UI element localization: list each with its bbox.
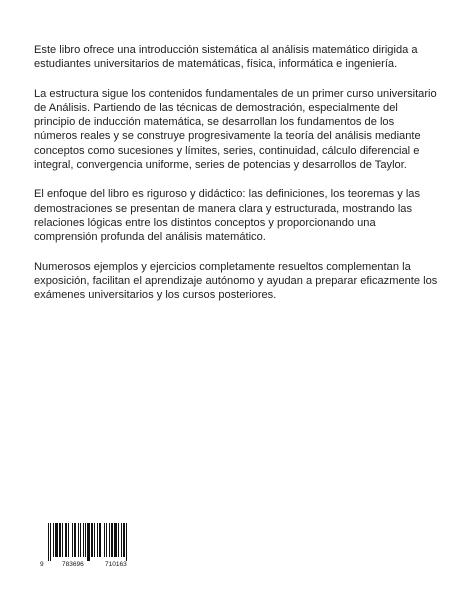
barcode-bar: [72, 523, 73, 557]
barcode-first-digit: 9: [40, 561, 44, 568]
description-paragraph-2: La estructura sigue los contenidos fundamentales de un primer curso universitario de Análisis. Partiendo de las técnicas de demostración, especialmente del principio de inducción matemática, se desarrollan los fundamentos de los números reales y se construye progresivamente la teoría del análisis mediante conceptos como sucesiones y límites, series, continuidad, cálculo diferencial e integral, convergencia uniforme, series de potencias y desarrollos de Taylor.: [34, 87, 437, 172]
barcode-bar: [97, 523, 98, 557]
barcode-bar: [87, 523, 90, 561]
barcode-bar: [126, 523, 127, 561]
barcode-bars: [48, 523, 127, 561]
barcode-bar: [106, 523, 107, 557]
barcode-right-digits: 710163: [105, 561, 127, 568]
barcode-bar: [99, 523, 101, 557]
barcode-bar: [111, 523, 113, 557]
barcode-bar: [78, 523, 79, 557]
barcode-bar: [114, 523, 117, 557]
barcode-bar: [68, 523, 69, 557]
isbn-barcode: [34, 521, 146, 569]
barcode-graphic: [34, 521, 146, 569]
description-paragraph-4: Numerosos ejemplos y ejercicios completamente resueltos complementan la exposición, facilitan el aprendizaje autónomo y ayudan a preparar eficazmente los exámenes universitarios y los cursos posteriores.: [34, 260, 438, 302]
barcode-bar: [65, 523, 67, 557]
barcode-bar: [109, 523, 110, 557]
barcode-bar: [74, 523, 76, 557]
barcode-bar: [50, 523, 51, 561]
barcode-bar: [118, 523, 119, 557]
barcode-bar: [123, 523, 125, 557]
barcode-bar: [83, 523, 84, 557]
barcode-bar: [62, 523, 63, 557]
barcode-bar: [94, 523, 95, 557]
barcode-bar: [80, 523, 81, 557]
description-paragraph-1: Este libro ofrece una introducción sistemática al análisis matemático dirigida a estudiantes universitarios de matemáticas, física, informática e ingeniería.: [34, 44, 418, 71]
barcode-bar: [59, 523, 61, 557]
barcode-bar: [55, 523, 58, 557]
barcode-bar: [85, 523, 86, 557]
barcode-bar: [48, 523, 49, 561]
description-paragraph-3: El enfoque del libro es riguroso y didáctico: las definiciones, los teoremas y las demostraciones se presentan de manera clara y estructurada, mostrando las relaciones lógicas entre los distintos conceptos y proporcionando una comprensión profunda del análisis matemático.: [34, 188, 421, 244]
description-text-block: [34, 43, 438, 317]
barcode-bar: [121, 523, 122, 557]
barcode-left-digits: 783696: [62, 561, 84, 568]
barcode-bar: [53, 523, 54, 557]
barcode-bar: [104, 523, 105, 557]
barcode-bar: [91, 523, 93, 557]
